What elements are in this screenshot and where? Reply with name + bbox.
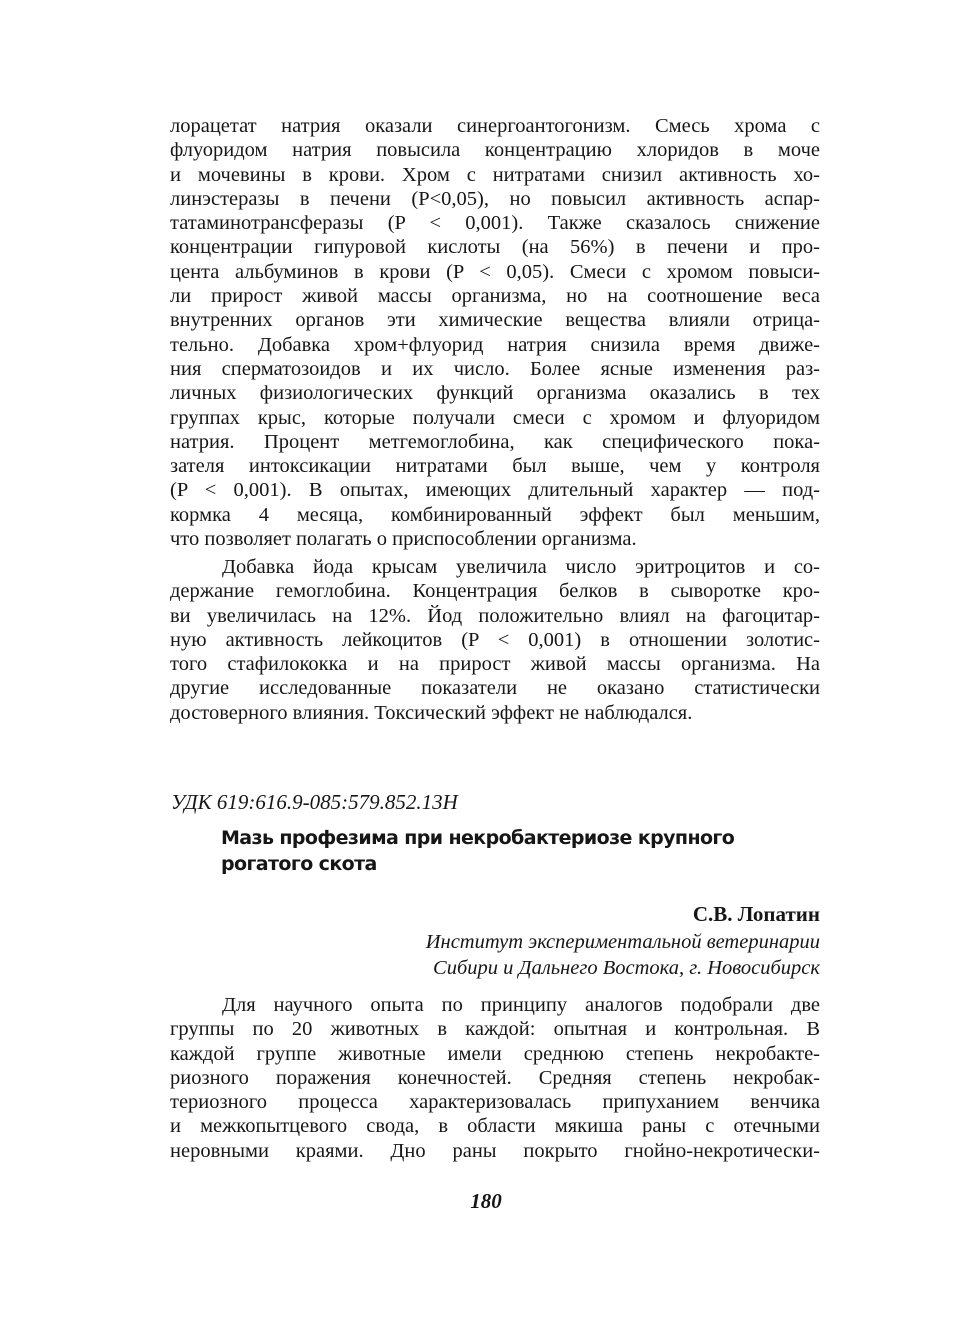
- page-number: 180: [470, 1189, 502, 1213]
- affiliation-line: Институт экспериментальной ветеринарии: [425, 931, 820, 953]
- text-line: ния сперматозоидов и их число. Более ясные изменения раз-: [170, 357, 820, 380]
- author-affiliation: [426, 929, 820, 981]
- text-line: цента альбуминов в крови (P < 0,05). Смеси с хромом повыси-: [170, 260, 820, 283]
- text-line: (P < 0,001). В опытах, имеющих длительный характер — под-: [170, 479, 820, 502]
- text-line: неровными краями. Дно раны покрыто гнойно-некротически-: [170, 1139, 820, 1162]
- text-line: риозного поражения конечностей. Средняя степень некробак-: [170, 1066, 820, 1089]
- text-line: личных физиологических функций организма оказались в тех: [170, 382, 820, 405]
- text-line: лорацетат натрия оказали синергоантогонизм. Смесь хрома с: [170, 115, 820, 137]
- text-line: того стафилококка и на прирост живой массы организма. На: [170, 653, 820, 676]
- title-line: Мазь профезима при некробактериозе крупного: [221, 827, 735, 849]
- text-line: линэстеразы в печени (P<0,05), но повысил активность аспар-: [170, 187, 820, 210]
- text-line: держание гемоглобина. Концентрация белков в сыворотке кро-: [170, 580, 820, 603]
- text-line: татаминотрансферазы (P < 0,001). Также сказалось снижение: [170, 212, 820, 235]
- text-line: достоверного влияния. Токсический эффект не наблюдался.: [170, 701, 693, 724]
- paragraph-experiment: [170, 993, 820, 1163]
- text-line: ли прирост живой массы организма, но на соотношение веса: [170, 285, 820, 308]
- text-line: другие исследованные показатели не оказано статистически: [170, 677, 820, 700]
- text-line: териозного процесса характеризовалась припуханием венчика: [170, 1091, 820, 1114]
- text-line: что позволяет полагать о приспособлении организма.: [170, 528, 637, 551]
- paragraph-continued: [170, 114, 820, 551]
- text-line: концентрации гипуровой кислоты (на 56%) в печени и про-: [170, 236, 820, 259]
- title-line: рогатого скота: [221, 853, 377, 875]
- text-line: группах крыс, которые получали смеси с хромом и флуоридом: [170, 406, 820, 429]
- author-name: С.В. Лопатин: [692, 902, 820, 926]
- affiliation-line: Сибири и Дальнего Востока, г. Новосибирск: [433, 957, 820, 979]
- text-line: тельно. Добавка хром+флуорид натрия снизила время движе-: [170, 333, 820, 356]
- text-line: внутренних органов эти химические вещества влияли отрица-: [170, 309, 820, 332]
- text-line: группы по 20 животных в каждой: опытная и контрольная. В: [170, 1018, 820, 1041]
- text-line: зателя интоксикации нитратами был выше, чем у контроля: [170, 455, 820, 478]
- article-title: [221, 825, 821, 877]
- text-line: и межкопытцевого свода, в области мякиша раны с отечными: [170, 1115, 820, 1138]
- text-line: Для научного опыта по принципу аналогов подобрали две: [222, 994, 820, 1016]
- paragraph-iodine: [170, 555, 820, 725]
- text-line: ви увеличилась на 12%. Йод положительно влиял на фагоцитар-: [170, 604, 820, 627]
- text-line: Добавка йода крысам увеличила число эритроцитов и со-: [222, 556, 820, 578]
- text-line: натрия. Процент метгемоглобина, как специфического пока-: [170, 430, 820, 453]
- text-line: и мочевины в крови. Хром с нитратами снизил активность хо-: [170, 163, 820, 186]
- text-line: каждой группе животные имели среднюю степень некробакте-: [170, 1042, 820, 1065]
- text-line: кормка 4 месяца, комбинированный эффект был меньшим,: [170, 503, 820, 526]
- text-line: ную активность лейкоцитов (P < 0,001) в отношении золотис-: [170, 628, 820, 651]
- text-line: флуоридом натрия повысила концентрацию хлоридов в моче: [170, 139, 820, 162]
- udk-code: УДК 619:616.9-085:579.852.13Н: [171, 790, 458, 814]
